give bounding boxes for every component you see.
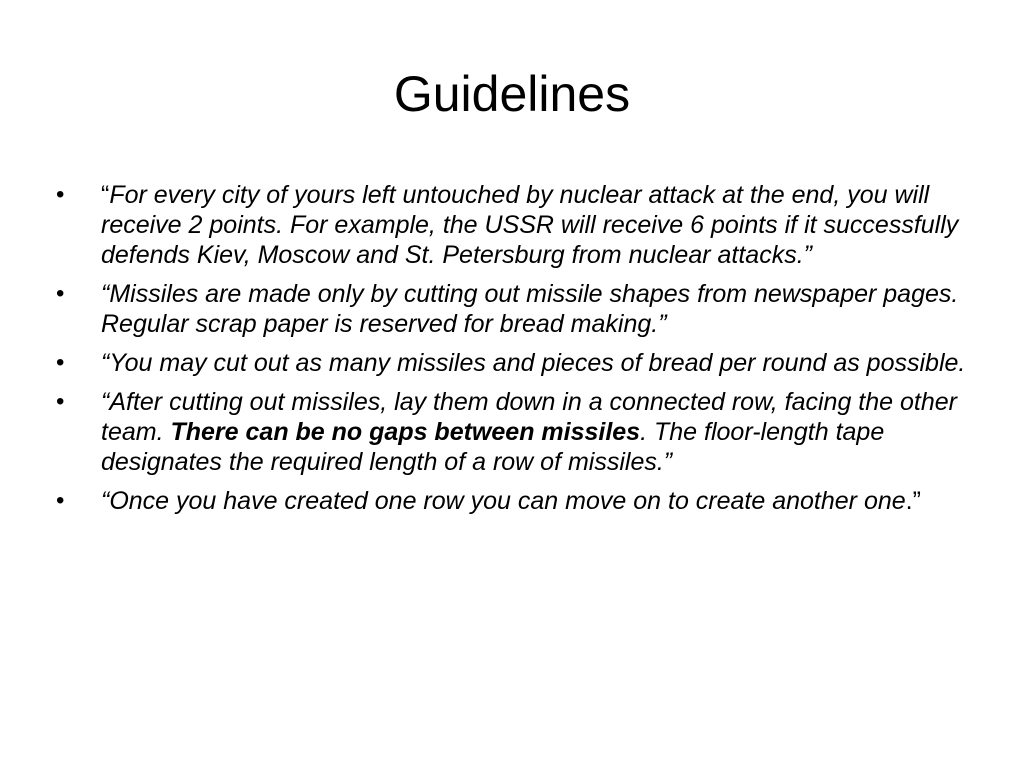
bullet-dot-icon: •	[56, 487, 65, 514]
bullet-dot-icon: •	[56, 349, 65, 376]
bullet-text: “Once you have created one row you can move on to create another one	[101, 487, 906, 515]
bullet-text: “Missiles are made only by cutting out missile shapes from newspaper pages. Regular scrap paper is reserved for bread making.”	[101, 280, 959, 338]
bullet-emphasis: There can be no gaps between missiles	[170, 418, 641, 446]
bullet-item-cut-out-limit	[56, 348, 976, 378]
bullet-list	[56, 180, 976, 525]
bullet-dot-icon: •	[56, 388, 65, 415]
close-quote: .”	[905, 487, 921, 515]
bullet-item-missile-row	[56, 387, 976, 477]
bullet-dot-icon: •	[56, 181, 65, 208]
bullet-text: “You may cut out as many missiles and pieces of bread per round as possible.	[101, 349, 966, 377]
bullet-text-continued: . The floor-length tape designates the required length of a row of missiles.”	[101, 418, 885, 476]
open-quote: “	[101, 181, 110, 209]
bullet-item-next-row	[56, 486, 976, 516]
slide-title: Guidelines	[393, 66, 631, 122]
bullet-dot-icon: •	[56, 280, 65, 307]
bullet-text: For every city of yours left untouched by nuclear attack at the end, you will receive 2 points. For example, the USSR will receive 6 points if it successfully defends Kiev, Moscow and St. Petersburg from nuclear attacks.”	[101, 181, 959, 269]
bullet-item-missile-making	[56, 279, 976, 339]
bullet-item-city-points	[56, 180, 976, 270]
bullet-text: “After cutting out missiles, lay them down in a connected row, facing the other team.	[101, 388, 957, 446]
